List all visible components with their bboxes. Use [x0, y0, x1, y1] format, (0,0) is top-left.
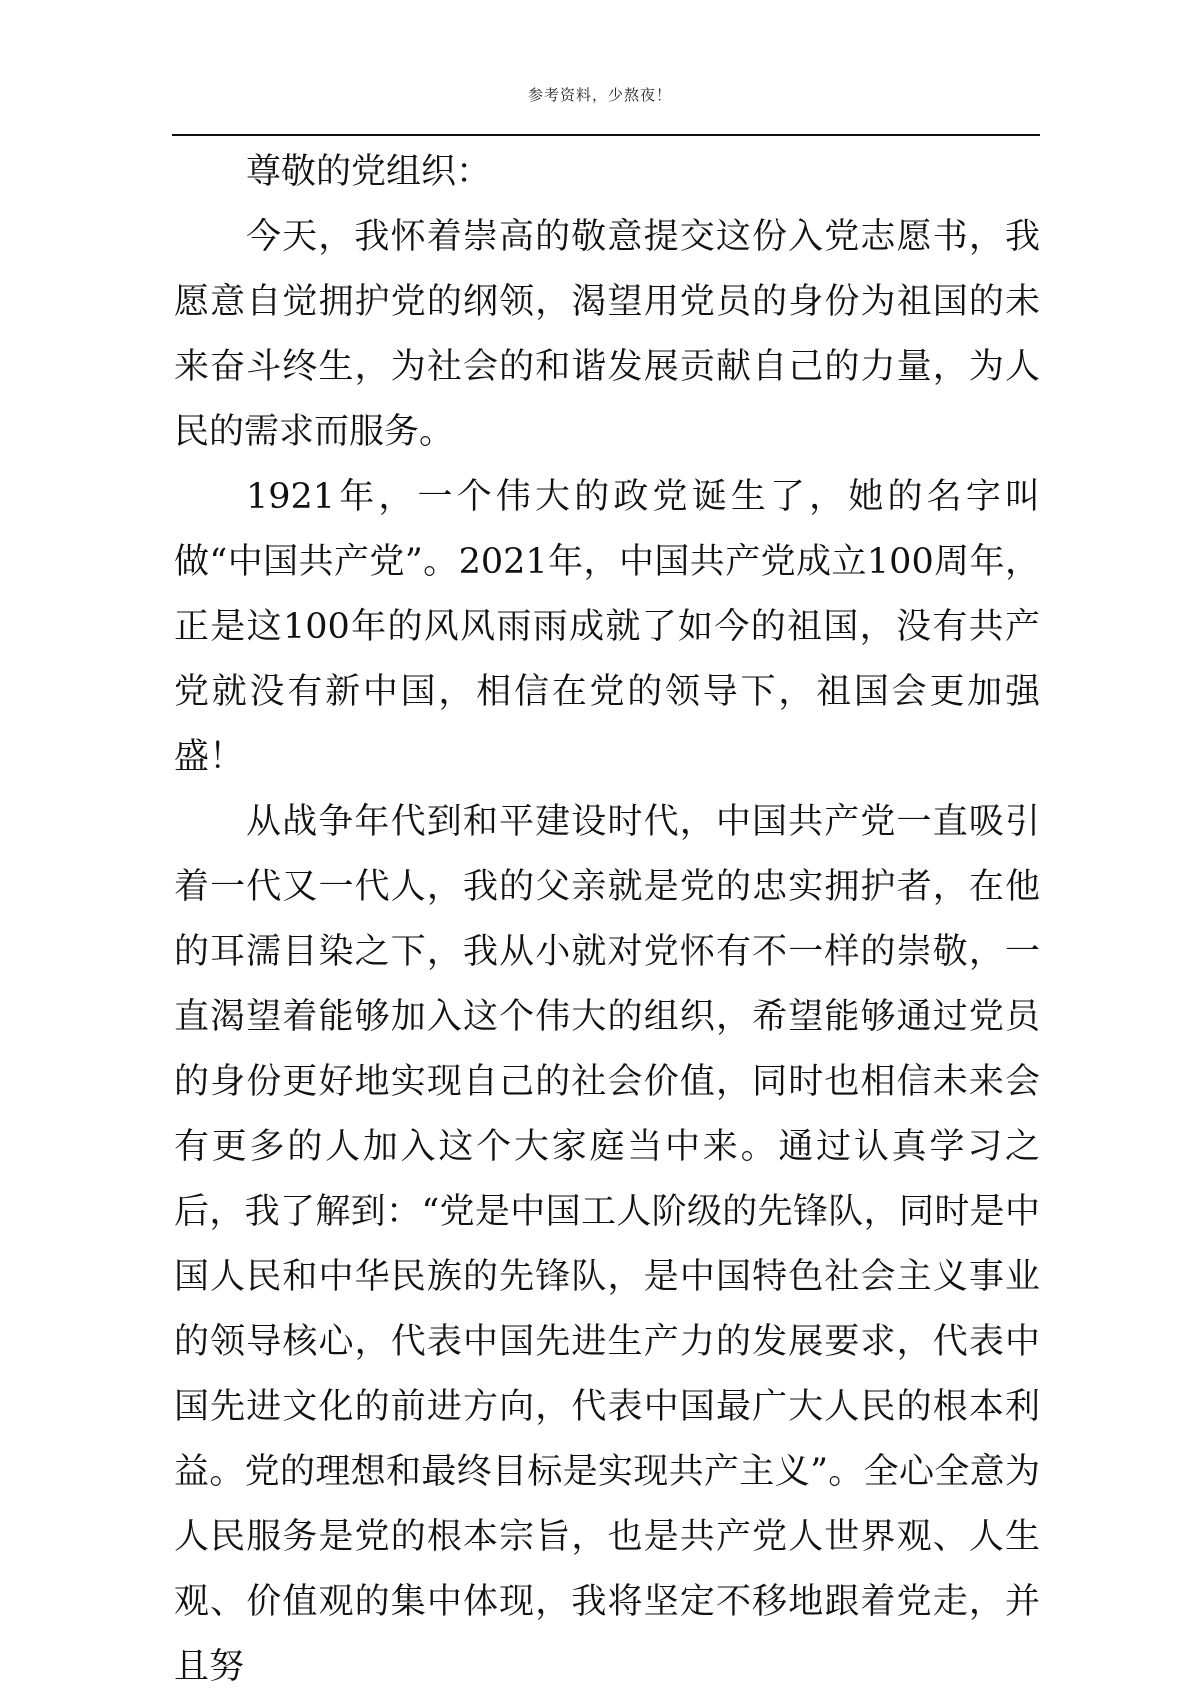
- paragraph: 1921年，一个伟大的政党诞生了，她的名字叫做“中国共产党”。2021年，中国共产党成立100周年，正是这100年的风风雨雨成就了如今的祖国，没有共产党就没有新中国，相信在党的领导下，祖国会更加强盛！: [174, 477, 1040, 777]
- paragraph: 从战争年代到和平建设时代，中国共产党一直吸引着一代又一代人，我的父亲就是党的忠实拥护者，在他的耳濡目染之下，我从小就对党怀有不一样的崇敬，一直渴望着能够加入这个伟大的组织，希望能够通过党员的身份更好地实现自己的社会价值，同时也相信未来会有更多的人加入这个大家庭当中来。通过认真学习之后，我了解到：“党是中国工人阶级的先锋队，同时是中国人民和中华民族的先锋队，是中国特色社会主义事业的领导核心，代表中国先进生产力的发展要求，代表中国先进文化的前进方向，代表中国最广大人民的根本利益。党的理想和最终目标是实现共产主义”。全心全意为人民服务是党的根本宗旨，也是共产党人世界观、人生观、价值观的集中体现，我将坚定不移地跟着党走，并且努: [174, 802, 1040, 1687]
- paragraph: 今天，我怀着崇高的敬意提交这份入党志愿书，我愿意自觉拥护党的纲领，渴望用党员的身份为祖国的未来奋斗终生，为社会的和谐发展贡献自己的力量，为人民的需求而服务。: [174, 217, 1040, 452]
- header-divider: [172, 134, 1040, 136]
- document-body: [174, 140, 1040, 1700]
- page-header: 参考资料，少熬夜！: [527, 86, 672, 104]
- salutation: 尊敬的党组织：: [246, 152, 492, 192]
